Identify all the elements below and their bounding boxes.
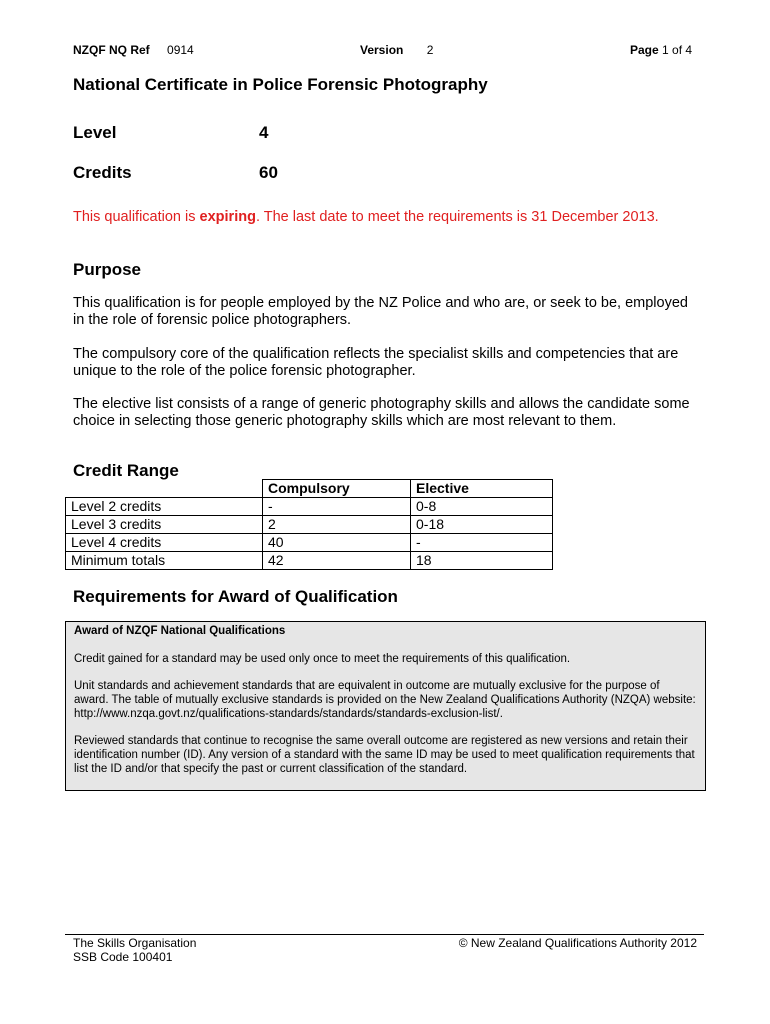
- row-label: Level 4 credits: [66, 534, 263, 552]
- compulsory-cell: 40: [263, 534, 411, 552]
- award-box: [65, 621, 706, 791]
- purpose-paragraph: The compulsory core of the qualification reflects the specialist skills and competencies that are unique to the role of the police forensic photographer.: [73, 346, 679, 379]
- compulsory-cell: 42: [263, 552, 411, 570]
- credits-label: Credits: [73, 163, 132, 182]
- footer-divider: [65, 934, 704, 935]
- purpose-heading: Purpose: [73, 260, 142, 279]
- expiry-notice: [73, 208, 693, 226]
- credit-range-heading: Credit Range: [73, 461, 179, 480]
- elective-cell: -: [411, 534, 553, 552]
- table-row: [66, 552, 553, 570]
- footer-copyright: © New Zealand Qualifications Authority 2012: [458, 936, 697, 950]
- purpose-paragraph: The elective list consists of a range of generic photography skills and allows the candidate some choice in selecting those generic photography skills which are most relevant to them.: [73, 396, 690, 429]
- level-value: 4: [259, 123, 269, 142]
- ref-value: 0914: [167, 43, 194, 57]
- version-label: Version: [360, 43, 404, 57]
- footer-ssb-code: SSB Code 100401: [73, 950, 173, 964]
- row-label: Minimum totals: [66, 552, 263, 570]
- version-field: [360, 43, 433, 57]
- credits-value: 60: [259, 163, 278, 182]
- elective-cell: 18: [411, 552, 553, 570]
- purpose-paragraph: This qualification is for people employed by the NZ Police and who are, or seek to be, employed in the role of forensic police photographers.: [73, 295, 688, 328]
- award-paragraph: Credit gained for a standard may be used only once to meet the requirements of this qualification.: [74, 653, 571, 665]
- elective-cell: 0-8: [411, 498, 553, 516]
- table-row: [66, 534, 553, 552]
- table-row: [66, 516, 553, 534]
- footer-org: The Skills Organisation: [73, 936, 197, 950]
- elective-cell: 0-18: [411, 516, 553, 534]
- page-value: 1 of 4: [662, 43, 693, 57]
- table-header-row: [66, 480, 553, 498]
- page-number: [630, 43, 692, 57]
- column-header: Compulsory: [263, 480, 411, 498]
- award-paragraph: Reviewed standards that continue to recognise the same overall outcome are registered as new versions and retain their identification number (ID). Any version of a standard with the same ID may be used to meet qualification requirements that list the ID and/or that specify the past or current classification of the standard.: [74, 735, 695, 775]
- page-title: National Certificate in Police Forensic Photography: [73, 75, 488, 94]
- version-value: 2: [426, 43, 434, 57]
- level-label: Level: [73, 123, 117, 142]
- ref-label: NZQF NQ Ref: [73, 43, 150, 57]
- compulsory-cell: 2: [263, 516, 411, 534]
- ref-field: [73, 43, 194, 57]
- requirements-heading: Requirements for Award of Qualification: [73, 587, 398, 606]
- compulsory-cell: -: [263, 498, 411, 516]
- column-header: Elective: [411, 480, 553, 498]
- table-row: [66, 498, 553, 516]
- row-label: Level 2 credits: [66, 498, 263, 516]
- expiry-emphasis: expiring: [199, 209, 256, 225]
- award-paragraph: Unit standards and achievement standards that are equivalent in outcome are mutually exclusive for the purpose of award. The table of mutually exclusive standards is provided on the New Zealand Qualifications Authority (NZQA) website: http://www.nzqa.govt.nz/qualifications-standards/standards/standards-exclusion-list/.: [74, 680, 696, 720]
- expiry-text-2: . The last date to meet the requirements is 31 December 2013.: [255, 209, 659, 225]
- expiry-text-1: This qualification is: [73, 209, 200, 225]
- page-label: Page: [630, 43, 659, 57]
- award-box-title: Award of NZQF National Qualifications: [74, 625, 286, 637]
- row-label: Level 3 credits: [66, 516, 263, 534]
- credit-range-table: [65, 479, 553, 570]
